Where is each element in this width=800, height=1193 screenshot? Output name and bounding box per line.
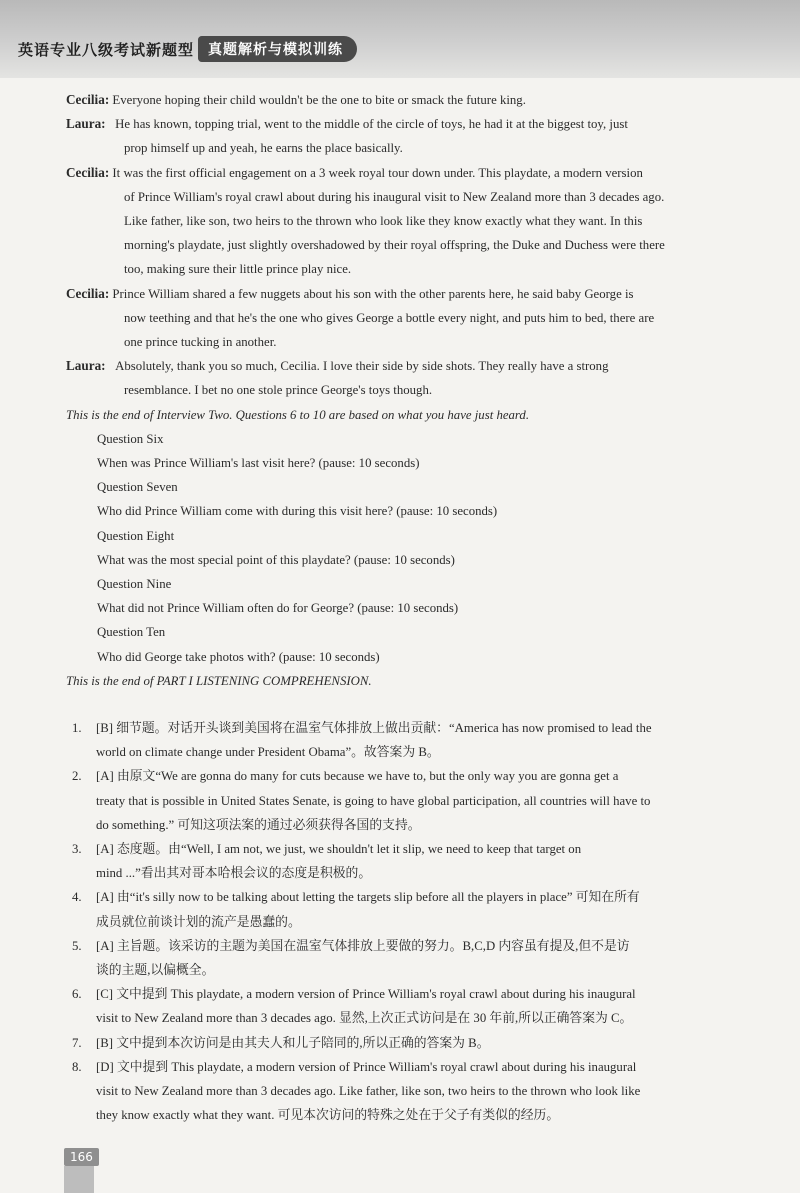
end-of-part-note: This is the end of PART I LISTENING COMPREHENSION. <box>66 673 372 688</box>
transcript-line: too, making sure their little prince play nice. <box>124 262 352 277</box>
question-text: Who did George take photos with? (pause: 10 seconds) <box>97 649 380 664</box>
transcript-line: now teething and that he's the one who gives George a bottle every night, and puts him to bed, there are <box>124 310 655 325</box>
answer-line: [A] 主旨题。该采访的主题为美国在温室气体排放上要做的努力。B,C,D 内容虽有提及,但不是访 <box>96 938 630 953</box>
answer-item <box>72 934 752 958</box>
transcript-line: of Prince William's royal crawl about during his inaugural visit to New Zealand more than 3 decades ago. <box>124 189 665 204</box>
answer-line: 成员就位前谈计划的流产是愚蠢的。 <box>96 914 301 929</box>
answer-number: 5. <box>72 938 82 953</box>
answer-line: [A] 由原文“We are gonna do many for cuts because we have to, but the only way you are gonna get a <box>96 769 619 784</box>
answer-line: they know exactly what they want. 可见本次访问的特殊之处在于父子有类似的经历。 <box>96 1108 560 1123</box>
speaker-name: Cecilia: <box>66 164 110 180</box>
question-heading: Question Six <box>97 431 164 446</box>
answer-line: [A] 态度题。由“Well, I am not, we just, we shouldn't let it slip, we need to keep that target on <box>96 842 582 857</box>
answer-line: world on climate change under President Obama”。故答案为 B。 <box>96 745 440 760</box>
transcript-line: morning's playdate, just slightly overshadowed by their royal offspring, the Duke and Duchess were there <box>124 238 665 253</box>
transcript-line: He has known, topping trial, went to the middle of the circle of toys, he had it at the biggest toy, just <box>115 117 628 132</box>
answer-number: 8. <box>72 1059 82 1074</box>
transcript-line: Absolutely, thank you so much, Cecilia. I love their side by side shots. They really have a strong <box>115 359 609 374</box>
question-heading: Question Seven <box>97 480 178 495</box>
transcript-entry <box>66 282 750 306</box>
answer-key <box>72 716 752 1127</box>
answer-line: 谈的主题,以偏概全。 <box>96 963 215 978</box>
book-title-badge: 真题解析与模拟训练 <box>198 36 357 62</box>
transcript-line: It was the first official engagement on a 3 week royal tour down under. This playdate, a modern version <box>112 165 643 180</box>
answer-number: 6. <box>72 987 82 1002</box>
question-heading: Question Ten <box>97 625 166 640</box>
answer-number: 4. <box>72 890 82 905</box>
answer-item <box>72 764 752 788</box>
answer-item <box>72 982 752 1006</box>
transcript-line: Everyone hoping their child wouldn't be the one to bite or smack the future king. <box>112 93 526 107</box>
answer-line: [C] 文中提到 This playdate, a modern version of Prince William's royal crawl about during his inaugural <box>96 987 636 1002</box>
answer-line: [B] 文中提到本次访问是由其夫人和儿子陪同的,所以正确的答案为 B。 <box>96 1035 490 1050</box>
end-of-interview-note: This is the end of Interview Two. Questions 6 to 10 are based on what you have just heard. <box>66 407 530 422</box>
transcript-line: prop himself up and yeah, he earns the place basically. <box>124 141 403 156</box>
question-heading: Question Eight <box>97 528 175 543</box>
question-heading: Question Nine <box>97 577 172 592</box>
answer-item <box>72 885 752 909</box>
answer-line: [A] 由“it's silly now to be talking about letting the targets slip before all the players in place” 可知在所有 <box>96 890 640 905</box>
page-number: 166 <box>64 1148 99 1166</box>
series-title: 英语专业八级考试新题型 <box>18 40 195 59</box>
answer-line: do something.” 可知这项法案的通过必须获得各国的支持。 <box>96 817 421 832</box>
transcript-line: Prince William shared a few nuggets about his son with the other parents here, he said baby George is <box>112 286 634 301</box>
speaker-name: Cecilia: <box>66 92 110 107</box>
transcript-entry <box>66 112 750 136</box>
answer-line: mind ...”看出其对哥本哈根会议的态度是积极的。 <box>96 866 372 881</box>
answer-item <box>72 837 752 861</box>
answer-line: [B] 细节题。对话开头谈到美国将在温室气体排放上做出贡献：“America has now promised to lead the <box>96 721 652 735</box>
question-text: Who did Prince William come with during this visit here? (pause: 10 seconds) <box>97 504 498 519</box>
answer-item <box>72 716 752 740</box>
answer-number: 7. <box>72 1035 82 1050</box>
transcript-entry <box>66 161 750 185</box>
answer-number: 2. <box>72 769 82 784</box>
answer-line: treaty that is possible in United States Senate, is going to have global participation, all countries will have to <box>96 793 651 808</box>
answer-item <box>72 1031 752 1055</box>
answer-line: [D] 文中提到 This playdate, a modern version of Prince William's royal crawl about during his inaugural <box>96 1059 637 1074</box>
answer-line: visit to New Zealand more than 3 decades ago. 显然,上次正式访问是在 30 年前,所以正确答案为 C。 <box>96 1011 633 1026</box>
transcript-entry <box>66 354 750 378</box>
transcript-line: resemblance. I bet no one stole prince George's toys though. <box>124 383 433 398</box>
answer-number: 3. <box>72 842 82 857</box>
transcript-section <box>66 88 750 693</box>
page-header <box>18 36 357 62</box>
question-text: What did not Prince William often do for George? (pause: 10 seconds) <box>97 601 459 616</box>
speaker-name: Laura: <box>66 358 106 374</box>
speaker-name: Cecilia: <box>66 285 110 301</box>
transcript-line: Like father, like son, two heirs to the thrown who look like they know exactly what they want. In this <box>124 214 643 229</box>
answer-line: visit to New Zealand more than 3 decades ago. Like father, like son, two heirs to the thrown who look like <box>96 1084 641 1099</box>
answer-item <box>72 1055 752 1079</box>
answer-number: 1. <box>72 721 82 735</box>
question-text: When was Prince William's last visit here? (pause: 10 seconds) <box>97 456 420 471</box>
transcript-entry <box>66 88 750 112</box>
transcript-line: one prince tucking in another. <box>124 335 277 350</box>
page-edge-tab <box>64 1166 94 1193</box>
speaker-name: Laura: <box>66 116 106 132</box>
question-text: What was the most special point of this playdate? (pause: 10 seconds) <box>97 552 455 567</box>
